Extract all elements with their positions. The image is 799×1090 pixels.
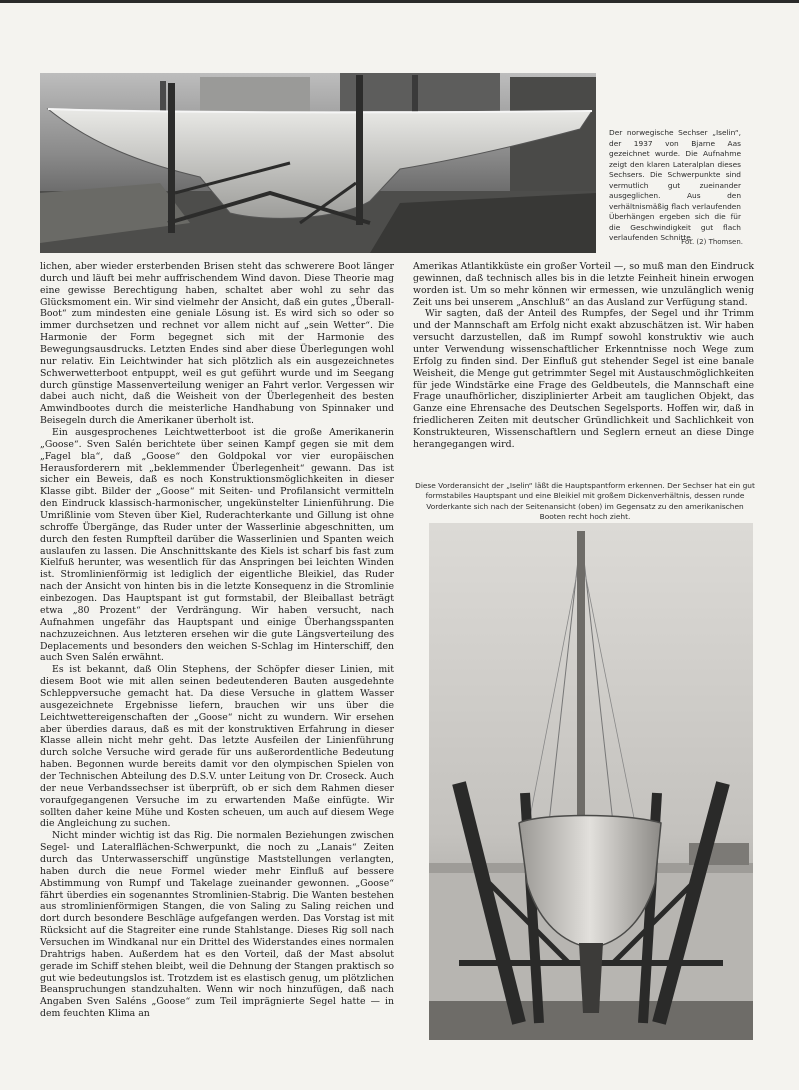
photo-credit: Fot. (2) Thomsen. bbox=[681, 238, 743, 246]
paragraph: Amerikas Atlantikküste ein großer Vorteil —, so muß man den Eindruck gewinnen, daß technisch alles bis in die letzte Feinheit hinein erwogen worden ist. Um so mehr können wir ermessen, wie unzulänglich wenig Zeit uns bei unserem „Anschluß“ an das Ausland zur Verfügung stand. bbox=[413, 261, 754, 308]
text-column-right bbox=[413, 261, 754, 451]
photo-iselin-front-view bbox=[429, 523, 753, 1040]
top-photo-caption: Der norwegische Sechser „Iselin“, der 1937 von Bjarne Aas gezeichnet wurde. Die Aufnahme zeigt den klaren Lateralplan dieses Sechsers. Die Schwerpunkte sind vermutlich gut zueinander ausgeglichen. Aus den verhältnismäßig flach verlaufenden Überhängen ergeben sich die für die Geschwindigkeit gut flach verlaufenden Schnitte. bbox=[609, 128, 741, 242]
front-view-photo-caption: Diese Vorderansicht der „Iselin“ läßt die Hauptspantform erkennen. Der Sechser hat ein gut formstabiles Hauptspant und eine Bleikiel mit großem Dickenverhältnis, dessen runde Vorderkante sich nach der Seitenansicht (oben) im Gegensatz zu den amerikanischen Booten recht hoch zieht. bbox=[415, 481, 755, 521]
paragraph: Wir sagten, daß der Anteil des Rumpfes, der Segel und ihr Trimm und der Mannschaft am Erfolg nicht exakt abzuschätzen ist. Wir haben versucht darzustellen, daß im Rumpf sowohl konstruktiv wie auch unter Verwendung wissenschaftlicher Erkenntnisse noch Wege zum Erfolg zu finden sind. Der Einfluß gut stehender Segel ist eine banale Weisheit, die Menge gut getrimmter Segel mit Austauschmöglichkeiten für jede Windstärke eine Frage des Geldbeutels, die Mannschaft eine Frage unaufhörlicher, disziplinierter Arbeit am tauglichen Objekt, das Ganze eine Ehrensache des Deutschen Segelsports. Hoffen wir, daß in friedlicheren Zeiten mit deutscher Gründlichkeit und Sachlichkeit von Konstrukteuren, Wissenschaftlern und Seglern erneut an diese Dinge herangegangen wird. bbox=[413, 308, 754, 450]
paragraph: Nicht minder wichtig ist das Rig. Die normalen Beziehungen zwischen Segel- und Lateralflächen-Schwerpunkt, die noch zu „Lanais“ Zeiten durch das Unterwasserschiff ungünstige Maststellungen verlangten, haben durch die neue Formel wieder mehr Einfluß auf bessere Abstimmung von Rumpf und Takelage zueinander gewonnen. „Goose“ fährt überdies ein sogenanntes Stromlinien-Stabrig. Die Wanten bestehen aus stromlinienförmigen Stangen, die von Saling zu Saling reichen und dort durch besondere Beschläge aufgefangen werden. Das Vorstag ist mit Rücksicht auf die Stagreiter eine runde Stahlstange. Dieses Rig soll nach Versuchen im Windkanal nur ein Drittel des Widerstandes eines normalen Drahtrigs haben. Außerdem hat es den Vorteil, daß der Mast absolut gerade im Schiff stehen bleibt, weil die Dehnung der Stangen praktisch so gut wie bedeutungslos ist. Trotzdem ist es elastisch genug, um plötzlichen Beanspruchungen standzuhalten. Wenn wir noch hinzufügen, daß nach Angaben Sven Saléns „Goose“ zum Teil imprägnierte Segel hatte — in dem feuchten Klima an bbox=[40, 830, 394, 1020]
paragraph: lichen, aber wieder ersterbenden Brisen steht das schwerere Boot länger durch und läuft bei mehr auffrischendem Wind davon. Diese Theorie mag eine gewisse Berechtigung haben, schaltet aber wohl zu sehr das Glücksmoment ein. Wir sind vielmehr der Ansicht, daß ein gutes „Überall-Boot“ zum mindesten eine geniale Lösung ist. Es wird sich so oder so immer durchsetzen und rechnet vor allem nicht auf „sein Wetter“. Die Harmonie der Form begegnet sich mit der Harmonie des Bewegungsausdrucks. Letzten Endes sind aber diese Überlegungen wohl nur relativ. Ein Leichtwinder hat sich plötzlich als ein ausgezeichnetes Schwerwetterboot entpuppt, weil es gut geführt wurde und im Seegang durch günstige Massenverteilung weniger an Fahrt verlor. Vergessen wir dabei auch nicht, daß die Weisheit von der Überlegenheit des besten Amwindbootes durch die meisterliche Handhabung von Spinnaker und Beisegeln durch die Amerikaner überholt ist. bbox=[40, 261, 394, 427]
boat-front-photo-illustration bbox=[429, 523, 753, 1040]
photo-iselin-side-view bbox=[40, 73, 596, 253]
boat-side-photo-illustration bbox=[40, 73, 596, 253]
page-top-rule bbox=[0, 0, 799, 3]
paragraph: Es ist bekannt, daß Olin Stephens, der Schöpfer dieser Linien, mit diesem Boot wie mit allen seinen bedeutenderen Bauten ausgedehnte Schleppversuche gemacht hat. Da diese Versuche in glattem Wasser ausgezeichnete Ergebnisse liefern, brauchen wir uns über die Leichtwettereigenschaften der „Goose“ nicht zu wundern. Wir ersehen aber überdies daraus, daß es mit der konstruktiven Erfahrung in dieser Klasse allein nicht mehr geht. Das letzte Ausfeilen der Linienführung durch solche Versuche wird gerade für uns außerordentliche Bedeutung haben. Begonnen wurde bereits damit vor den olympischen Spielen von der Technischen Abteilung des D.S.V. unter Leitung von Dr. Croseck. Auch der neue Verbandssechser ist überprüft, ob er sich dem Rahmen dieser voraufgegangenen Versuche im zu erwartenden Maße einfügte. Wir sollten daher keine Mühe und Kosten scheuen, um auch auf diesem Wege die Angleichung zu suchen. bbox=[40, 664, 394, 830]
text-column-left bbox=[40, 261, 394, 1020]
paragraph: Ein ausgesprochenes Leichtwetterboot ist die große Amerikanerin „Goose“. Sven Salén berichtete über seinen Kampf gegen sie mit dem „Fagel bla“, daß „Goose“ den Goldpokal vor vier europäischen Herausforderern mit „beklemmender Überlegenheit“ gewann. Das ist sicher ein Beweis, daß es noch Konstruktionsmöglichkeiten in dieser Klasse gibt. Bilder der „Goose“ mit Seiten- und Profilansicht vermitteln den Eindruck klassisch-harmonischer, ungekünstelter Linienführung. Die Umrißlinie vom Steven über Kiel, Ruderachterkante und Gillung ist ohne schroffe Übergänge, das Ruder unter der Wasserlinie abgeschnitten, um durch den festen Rumpfteil darüber die Wasserlinien und Spanten weich auslaufen zu lassen. Die Anschnittskante des Kiels ist scharf bis fast zum Kielfuß herunter, was wesentlich für das Anspringen bei leichten Winden ist. Stromlinienförmig ist lediglich der eigentliche Bleikiel, das Ruder nach der Ansicht von hinten bis in die letzte Konsequenz in die Stromlinie einbezogen. Das Hauptspant ist gut formstabil, der Bleiballast beträgt etwa „80 Prozent“ der Verdrängung. Wir haben versucht, nach Aufnahmen ungefähr das Hauptspant und einige Überhangsspanten nachzuzeichnen. Aus letzteren ersehen wir die gute Längsverteilung des Deplacements und besonders den weichen S-Schlag im Hinterschiff, den auch Sven Salén erwähnt. bbox=[40, 427, 394, 664]
